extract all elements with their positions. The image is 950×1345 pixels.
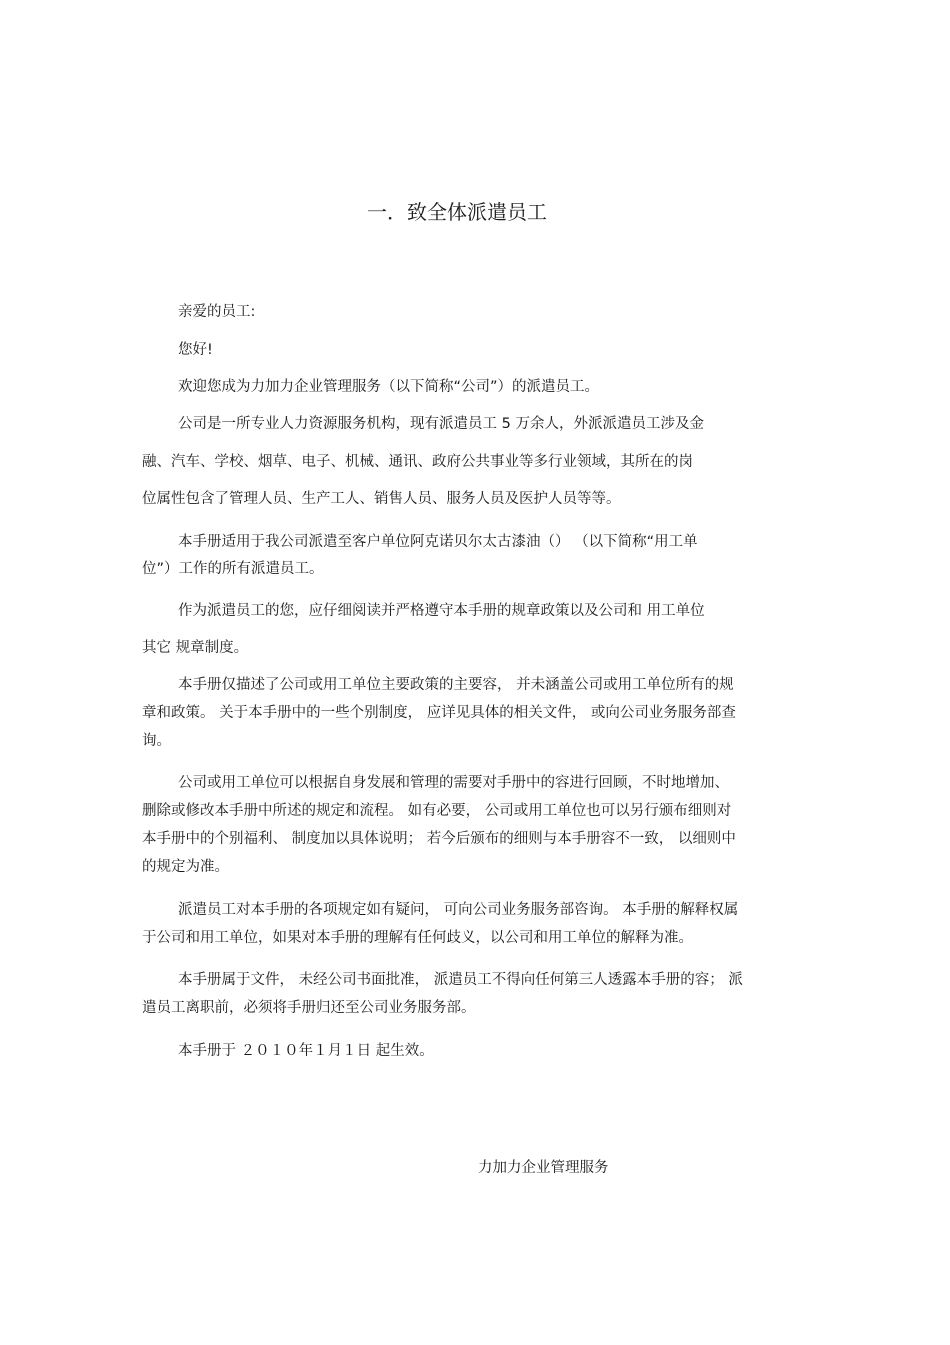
signature: 力加力企业管理服务 xyxy=(478,1160,609,1176)
paragraph-line: 于公司和用工单位，如果对本手册的理解有任何歧义，以公司和用工单位的解释为准。 xyxy=(142,930,693,946)
effective-date-line: 本手册于 ２０１０年１月１日 起生效。 xyxy=(178,1043,434,1059)
page-title: 一．致全体派遣员工 xyxy=(367,200,547,224)
paragraph-line: 位属性包含了管理人员、生产工人、销售人员、服务人员及医护人员等等。 xyxy=(142,491,621,507)
paragraph-line: 公司或用工单位可以根据自身发展和管理的需要对手册中的容进行回顾，不时地增加、 xyxy=(178,775,729,791)
paragraph-line: 询。 xyxy=(142,733,171,749)
paragraph-line: 派遣员工对本手册的各项规定如有疑问， 可向公司业务服务部咨询。 本手册的解释权属 xyxy=(178,902,739,918)
paragraph-line: 的规定为准。 xyxy=(142,859,229,875)
paragraph-line: 位”）工作的所有派遣员工。 xyxy=(142,561,324,577)
paragraph-line: 欢迎您成为力加力企业管理服务（以下简称“公司”）的派遣员工。 xyxy=(178,379,600,395)
paragraph-line: 公司是一所专业人力资源服务机构，现有派遣员工 5 万余人，外派派遣员工涉及金 xyxy=(178,416,704,432)
paragraph-line: 章和政策。 关于本手册中的一些个别制度， 应详见具体的相关文件， 或向公司业务服务部查 xyxy=(142,705,736,721)
paragraph-line: 本手册属于文件， 未经公司书面批准， 派遣员工不得向任何第三人透露本手册的容； 派 xyxy=(178,972,743,988)
paragraph-line: 删除或修改本手册中所述的规定和流程。 如有必要， 公司或用工单位也可以另行颁布细则对 xyxy=(142,803,732,819)
salutation: 亲爱的员工: xyxy=(178,304,256,320)
paragraph-line: 遣员工离职前，必须将手册归还至公司业务服务部。 xyxy=(142,1000,476,1016)
paragraph-line: 作为派遣员工的您，应仔细阅读并严格遵守本手册的规章政策以及公司和 用工单位 xyxy=(178,603,705,619)
paragraph-line: 本手册仅描述了公司或用工单位主要政策的主要容， 并未涵盖公司或用工单位所有的规 xyxy=(178,677,734,693)
paragraph-line: 本手册适用于我公司派遣至客户单位阿克诺贝尔太古漆油（） （以下简称“用工单 xyxy=(178,534,698,550)
paragraph-line: 其它 规章制度。 xyxy=(142,640,249,656)
paragraph-line: 本手册中的个别福利、 制度加以具体说明； 若今后颁布的细则与本手册容不一致， 以细则中 xyxy=(142,831,736,847)
greeting: 您好! xyxy=(178,342,213,358)
paragraph-line: 融、汽车、学校、烟草、电子、机械、通讯、政府公共事业等多行业领域，其所在的岗 xyxy=(142,454,693,470)
